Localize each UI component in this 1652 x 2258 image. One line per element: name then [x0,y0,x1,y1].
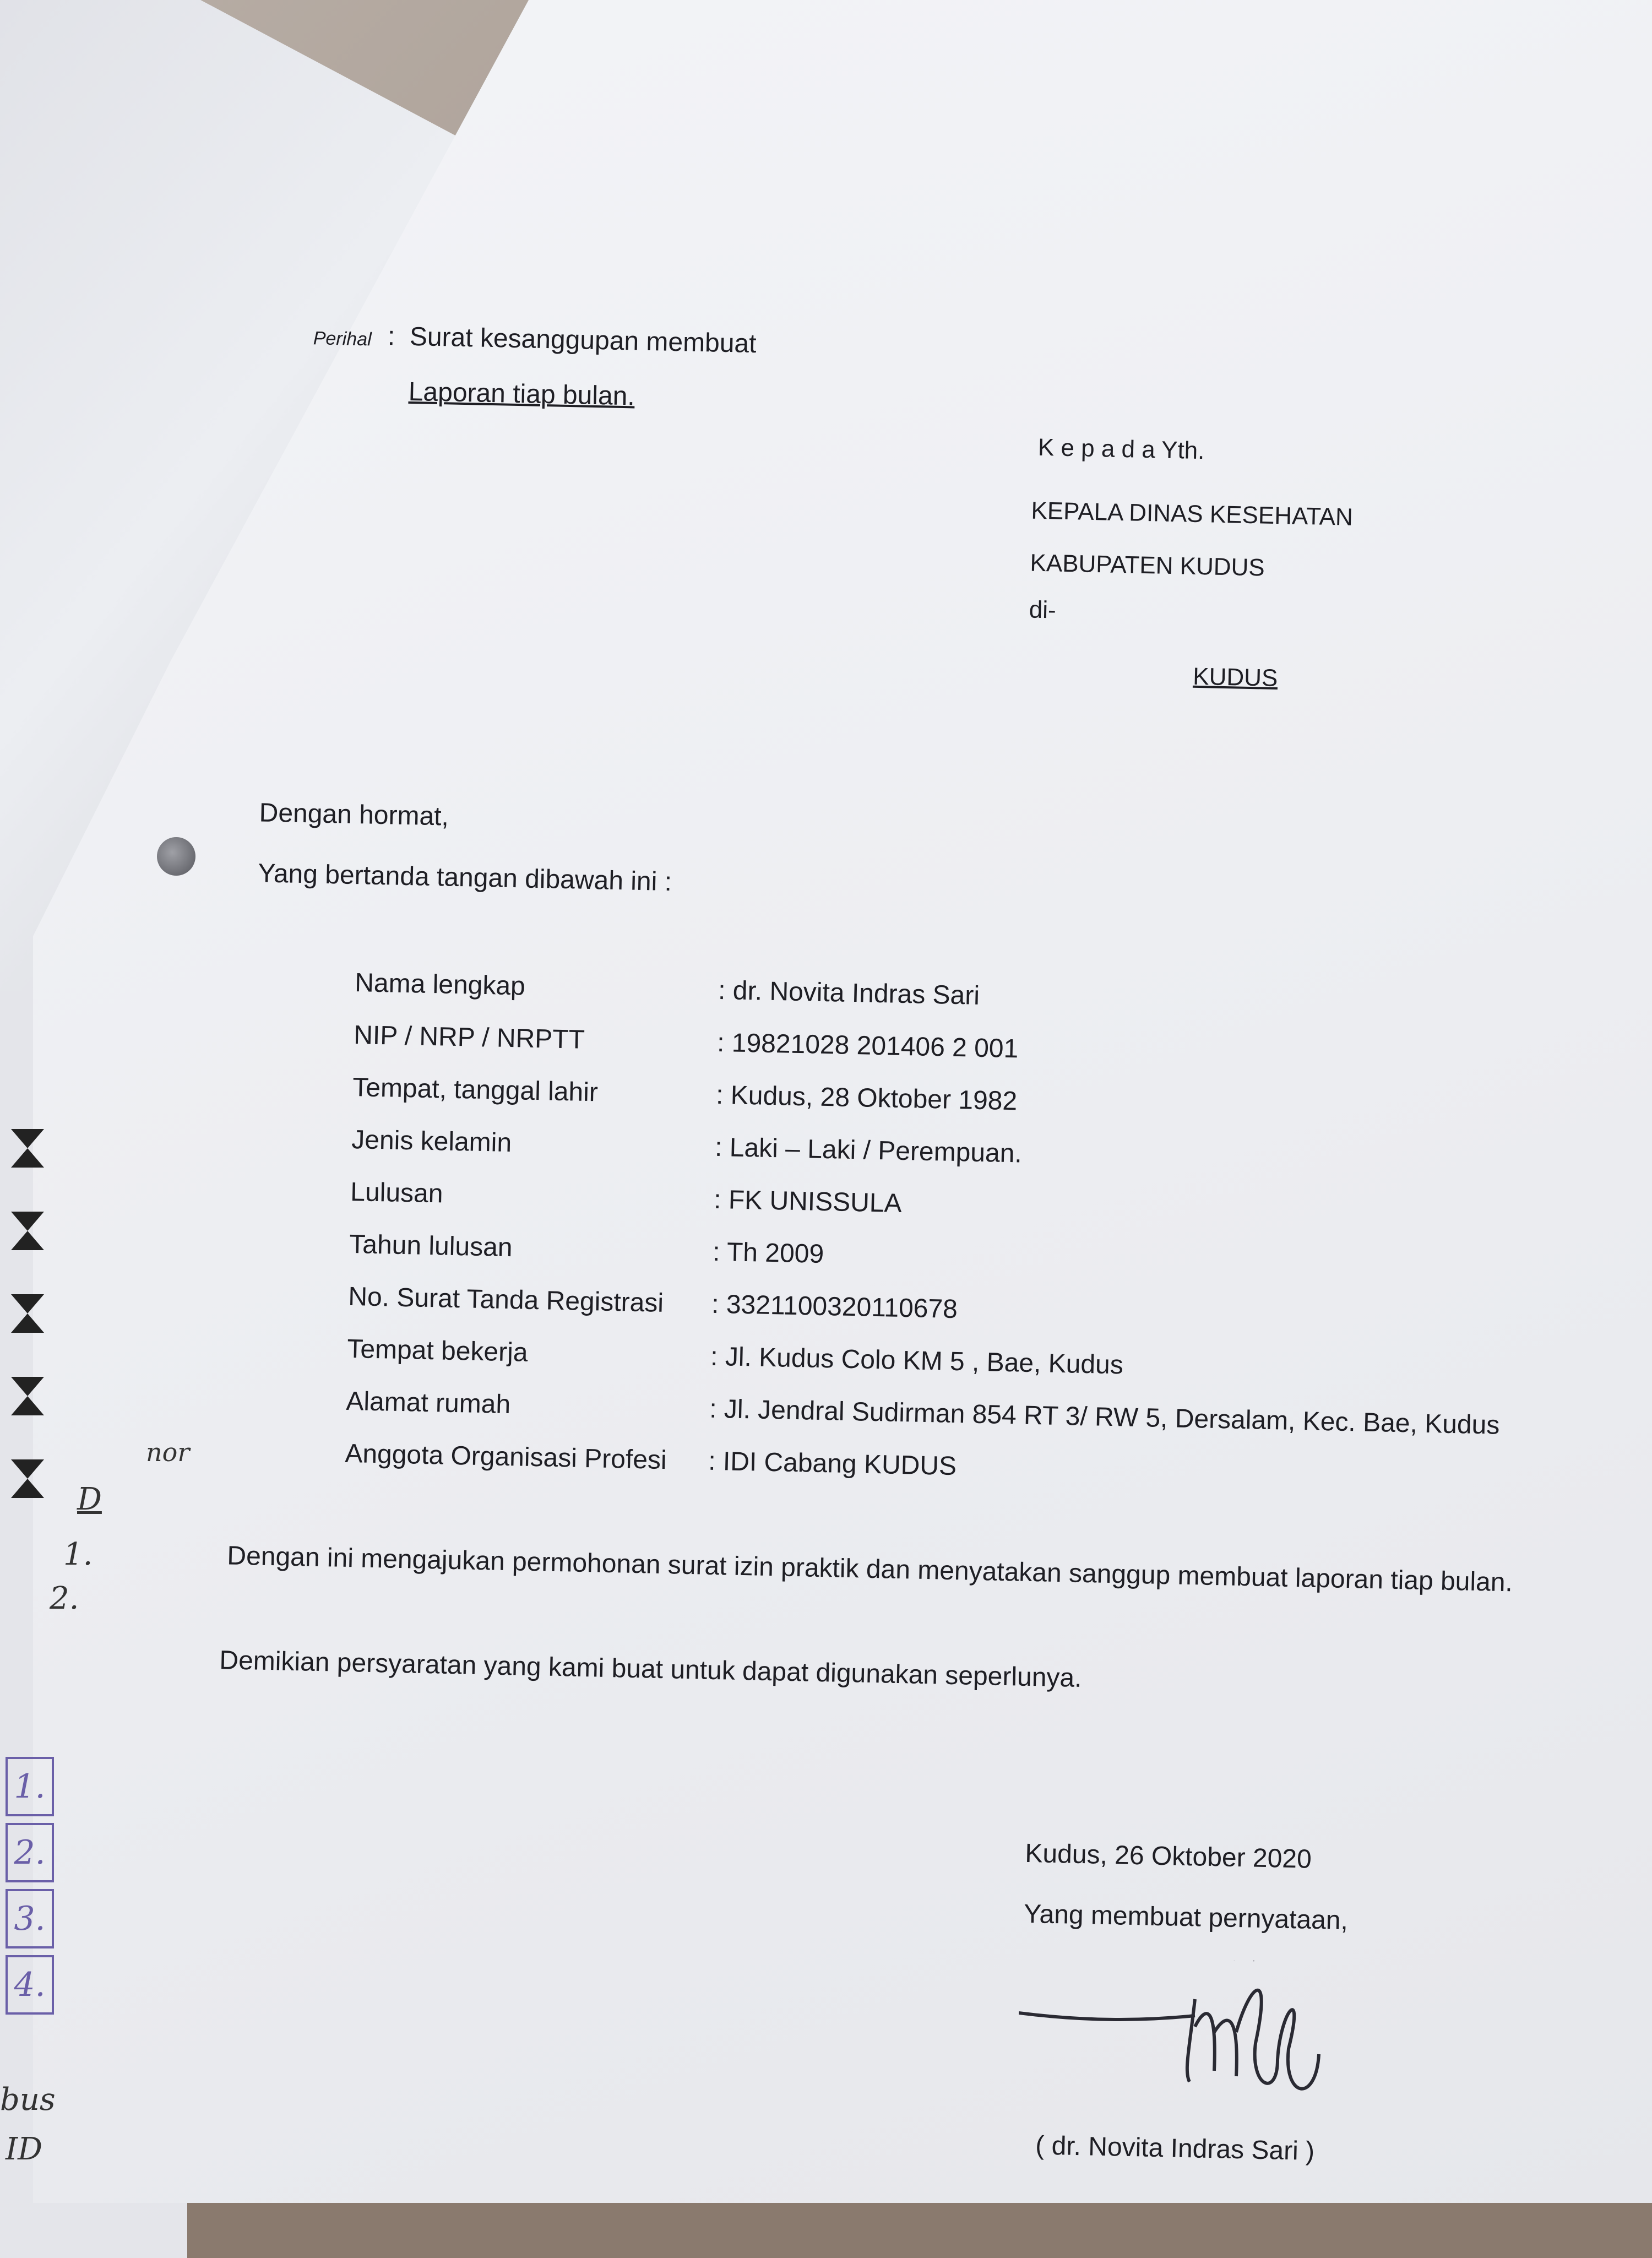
perihal-line-1: Surat kesanggupan membuat [409,322,757,359]
field-label: Jenis kelamin [351,1125,512,1158]
field-value: : Jl. Kudus Colo KM 5 , Bae, Kudus [710,1342,1124,1380]
edge-text-d: D [77,1481,102,1517]
recipient-line-4: KUDUS [1192,663,1278,692]
intro: Yang bertanda tangan dibawah ini : [257,859,672,897]
field-label: Alamat rumah [345,1386,511,1420]
field-value: : Th 2009 [712,1237,824,1269]
edge-box-1: 1. [6,1757,54,1816]
edge-text-bus: bus [0,2082,56,2118]
field-label: Tempat, tanggal lahir [352,1072,599,1108]
signer-label: Yang membuat pernyataan, [1023,1899,1349,1936]
place-date: Kudus, 26 Oktober 2020 [1024,1838,1312,1874]
body-paragraph-1: Dengan ini mengajukan permohonan surat izin praktik dan menyatakan sanggup membuat laporan tiap bulan. [226,1541,1513,1598]
field-value: : dr. Novita Indras Sari [718,975,980,1011]
field-value: : 3321100320110678 [711,1289,958,1325]
perihal-label: Perihal [313,328,372,350]
signer-name: ( dr. Novita Indras Sari ) [1035,2131,1315,2166]
field-label: Tahun lulusan [349,1229,513,1263]
edge-text-2: 2. [50,1581,79,1616]
field-value: : 19821028 201406 2 001 [716,1028,1019,1064]
perihal-colon: : [387,322,395,351]
edge-text-id: ID [6,2131,43,2167]
recipient-line-1: KEPALA DINAS KESEHATAN [1031,497,1354,531]
edge-text-nor: nor [146,1437,190,1467]
field-label: Anggota Organisasi Profesi [344,1439,667,1475]
recipient-line-2: KABUPATEN KUDUS [1030,549,1265,582]
edge-box-2: 2. [6,1823,54,1882]
field-label: NIP / NRP / NRPTT [353,1021,585,1055]
field-value: : Jl. Jendral Sudirman 854 RT 3/ RW 5, Dersalam, Kec. Bae, Kudus [709,1394,1500,1440]
body-paragraph-2: Demikian persyaratan yang kami buat untuk dapat digunakan seperlunya. [219,1646,1083,1693]
greeting: Dengan hormat, [259,798,449,832]
field-label: Nama lengkap [354,968,526,1001]
recipient-kepada: K e p a d a Yth. [1037,433,1205,465]
field-value: : Laki – Laki / Perempuan. [714,1132,1023,1169]
field-value: : Kudus, 28 Oktober 1982 [715,1080,1018,1116]
signature [1019,1961,1360,2126]
field-value: : FK UNISSULA [713,1185,903,1218]
edge-box-3: 3. [6,1889,54,1948]
field-label: No. Surat Tanda Registrasi [347,1282,664,1318]
field-value: : IDI Cabang KUDUS [708,1446,957,1481]
recipient-line-3: di- [1029,596,1057,624]
perihal-line-2: Laporan tiap bulan. [408,377,635,411]
edge-text-1: 1. [63,1537,93,1572]
field-label: Lulusan [350,1177,444,1209]
field-label: Tempat bekerja [346,1334,529,1367]
edge-box-4: 4. [6,1955,54,2015]
